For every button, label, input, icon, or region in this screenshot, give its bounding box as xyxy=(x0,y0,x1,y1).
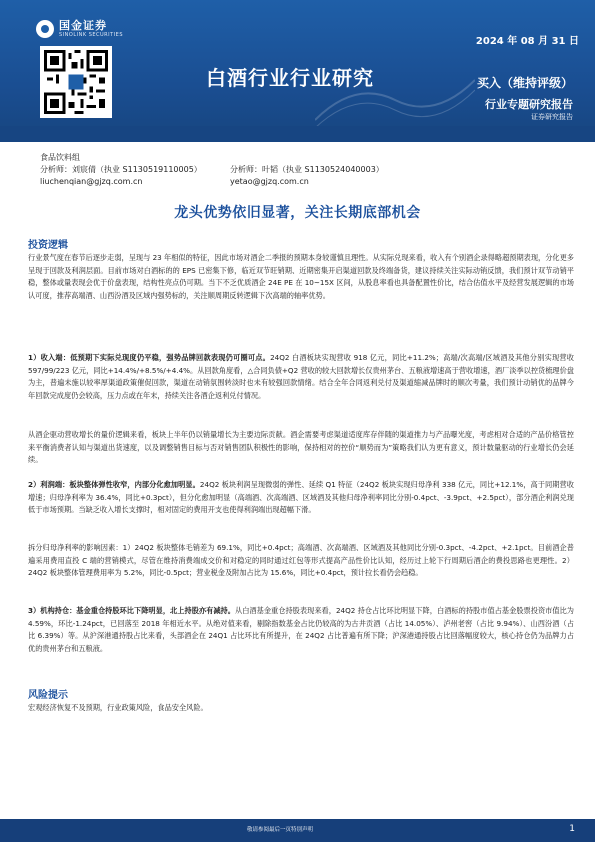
paragraph-overview xyxy=(28,252,574,302)
qr-code xyxy=(40,46,112,118)
brand-logo xyxy=(36,20,123,38)
industry-group: 食品饮料组 xyxy=(40,153,80,162)
analyst-info xyxy=(40,152,384,188)
footer-disclaimer: 敬请参阅最后一页特别声明 xyxy=(246,827,313,833)
section-title-investment-logic: 投资逻辑 xyxy=(28,240,68,251)
paragraph-text: 从白酒基金重仓持股表现来看，24Q2 持仓占比环比明显下降，白酒标的持股市值占基金股票投资市值比为 4.59%，环比-1.24pct，已回落至 2018 年相近水平。从绝对值来看，剔除指数基金占比仍较高的为古井贡酒（占比 14.05%）、泸州老窖（占比 9.94%）、山西汾酒（占比 6.39%）等。从沪深港通持股占比来看，头部酒企在 24Q1 占比环比有所提升，在 24Q2 占比普遍有所下降；沪深港通持股占比回落幅度较大，核心持仓仍为品牌力占优的贵州茅台和五粮液。 xyxy=(28,606,574,653)
qr-code-icon xyxy=(44,50,108,114)
report-subtitle: 证券研究报告 xyxy=(531,113,573,121)
paragraph-heading: 2）利润端：板块整体弹性收窄，内部分化愈加明显。 xyxy=(28,480,200,489)
paragraph-text: 宏观经济恢复不及预期，行业政策风险，食品安全风险。 xyxy=(28,703,208,712)
paragraph-volume-price xyxy=(28,429,574,467)
paragraph-text: 行业景气度在春节后逐步走弱，呈现与 23 年相似的特征，因此市场对酒企二季报的预期本身较谨慎且理性。从实际兑现来看，收入有个别酒企录得略超预期表现，分化更多呈现于回款及利润层面。目前市场对白酒标的的 EPS 已密集下修，临近双节旺销期、近期密集开启渠道回款及终端备货，建议持续关注实际动销反馈，我们预计双节动销平稳，整体或量表现会优于价盘表现，结构性亮点仍可期。当下不乏优质酒企 24E PE 在 10~15X 区间，从股息率看也具备配置性价比，结合估值水平及经营发展逻辑的市场认可度，推荐高端酒、山西汾酒及区域内强势标的，关注顺周期反转逻辑下次高端的轴率优势。 xyxy=(28,253,574,300)
report-title: 白酒行业行业研究 xyxy=(206,66,374,90)
header-bottom-band xyxy=(0,126,595,142)
report-header xyxy=(0,0,595,142)
section-title-risk: 风险提示 xyxy=(28,690,68,701)
paragraph-text: 拆分归母净利率的影响因素：1）24Q2 板块整体毛销差为 69.1%，同比+0.4pct；高端酒、次高端酒、区域酒及其他同比分别-0.3pct、-4.2pct、+2.1pct。目前酒企普遍采用费用直投 C 端的营销模式，尽管在维持消费端成交价和对稳定的同时通过红包等形式提高产品性价比认知，经历过上轮下行周期后酒企的费投思路也更理性。2）24Q2 板块整体管理费用率为 5.2%，同比-0.5pct；营业税金及附加占比为 15.6%，同比+0.4pct，预计拉长看仍会趋稳。 xyxy=(28,543,574,578)
brand-name-en: SINOLINK SECURITIES xyxy=(59,32,123,38)
analyst-1-email[interactable]: liuchenqian@gjzq.com.cn xyxy=(40,177,143,186)
report-type: 行业专题研究报告 xyxy=(485,98,573,111)
page-number: 1 xyxy=(569,824,575,834)
paragraph-risk xyxy=(28,702,574,715)
brand-name-cn: 国金证券 xyxy=(59,19,107,32)
paragraph-institutions xyxy=(28,605,574,655)
paragraph-profit xyxy=(28,479,574,517)
report-headline: 龙头优势依旧显著，关注长期底部机会 xyxy=(174,205,421,221)
analyst-2-email[interactable]: yetao@gjzq.com.cn xyxy=(230,177,309,186)
report-date: 2024 年 08 月 31 日 xyxy=(475,36,579,47)
rating-badge: 买入（维持评级） xyxy=(476,76,573,90)
paragraph-text: 24Q2 板块利润呈现微弱的弹性、延续 Q1 特征（24Q2 板块实现归母净利 338 亿元，同比+12.1%，高于同期营收增速；归母净利率为 36.4%，同比+0.3pct），但分化愈加明显（高端酒、次高端酒、区域酒及其他归母净利率同比分别-0.4pct、-3.9pct、+2.5pct），部分酒企利润兑现低于市场预期。当缺乏收入增长支撑时，相对固定的费用开支也使得利润端出现超幅下滑。 xyxy=(28,480,574,515)
paragraph-heading: 3）机构持仓：基金重仓持股环比下降明显，北上持股亦有减持。 xyxy=(28,606,235,615)
paragraph-margin-factors xyxy=(28,542,574,580)
paragraph-text: 24Q2 白酒板块实现营收 918 亿元，同比+11.2%；高端/次高端/区域酒及其他分别实现营收 597/99/223 亿元，同比+14.4%/+8.5%/+4.4%。从回款角度看，△合同负债+Q2 营收的较大回款增长仅贵州茅台、五粮液增速高于营收增速，酒厂淡季以控货梳理价盘为主，普遍未施以较率厚渠道政策催促回款，渠道在动销氛围转淡时也未有较强回款情绪。结合全年合同返利兑付及渠道缩减品牌时的顺次考量，我们预计动销优的品牌今年回款完成度仍会较高，压力点或在年末，持续关注各酒企返利兑付情况。 xyxy=(28,353,574,400)
paragraph-heading: 1）收入端：低预期下实际兑现度仍平稳，强势品牌回款表现仍可圈可点。 xyxy=(28,353,271,362)
analyst-2: 分析师：叶韬（执业 S1130524040003） xyxy=(230,165,384,174)
logo-icon xyxy=(36,20,54,38)
paragraph-revenue xyxy=(28,352,574,402)
paragraph-text: 从酒企驱动营收增长的量价逻辑来看，板块上半年仍以销量增长为主要边际贡献。酒企需要考虑渠道适度库存伴随的渠道推力与产品曝光度，考虑相对合适的产品价格管控来平衡消费者认知与渠道出货速度，以及调整销售目标与否对销售团队积极性的影响，保持相对的控价“顺势而为”策略我们认为更有意义，预计数量驱动的行业增长仍会延续。 xyxy=(28,430,574,465)
analyst-1: 分析师：刘宸倩（执业 S1130519110005） xyxy=(40,165,202,174)
